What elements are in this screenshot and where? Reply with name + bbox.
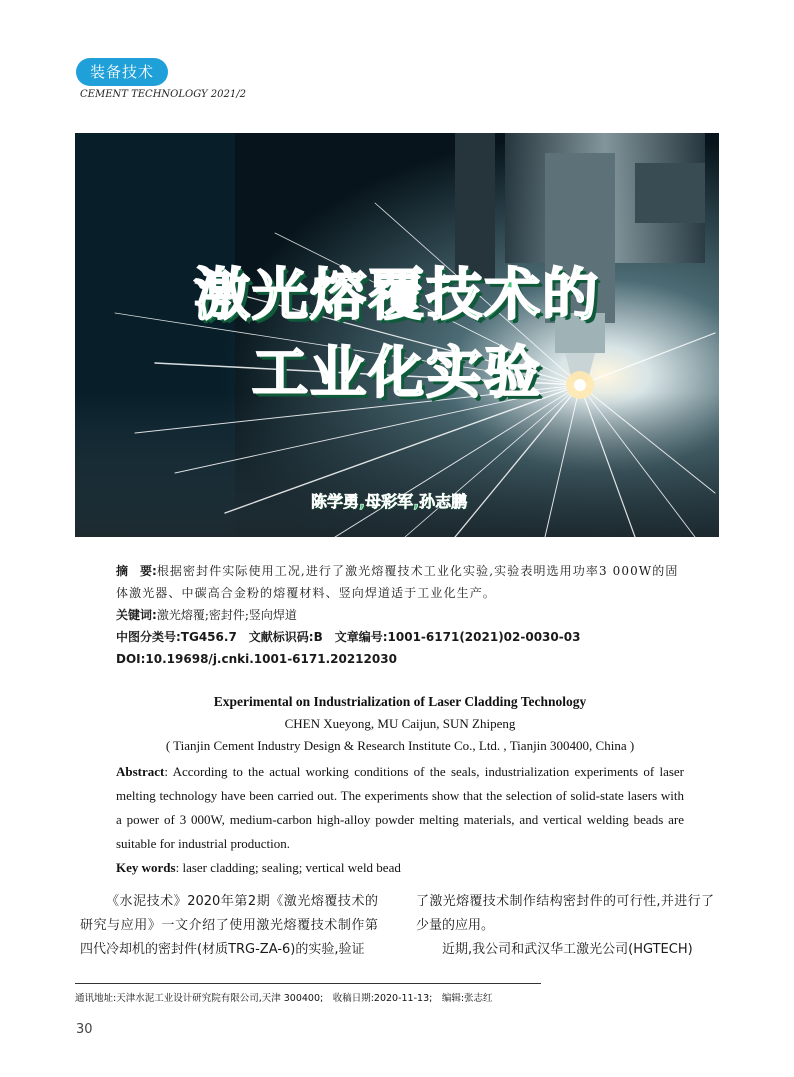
english-keywords	[116, 856, 684, 880]
journal-line: CEMENT TECHNOLOGY 2021/2	[80, 89, 246, 100]
page-number: 30	[76, 1022, 93, 1037]
section-tag: 装备技术	[76, 58, 168, 86]
body-column-right	[416, 890, 714, 962]
body-paragraph: 《水泥技术》2020年第2期《激光熔覆技术的研究与应用》一文介绍了使用激光熔覆技术制作第四代冷却机的密封件(材质TRG-ZA-6)的实验,验证	[80, 894, 378, 957]
english-keywords-label: Key words	[116, 860, 176, 875]
abstract-text: 根据密封件实际使用工况,进行了激光熔覆技术工业化实验,实验表明选用功率3 000W的固体激光器、中碳高合金粉的熔覆材料、竖向焊道适于工业化生产。	[116, 564, 679, 600]
footnote-divider	[75, 983, 541, 984]
body-column-left	[80, 890, 378, 962]
hero-image	[75, 133, 719, 537]
english-authors: CHEN Xueyong, MU Caijun, SUN Zhipeng	[284, 716, 516, 731]
classification-line: 中图分类号:TG456.7 文献标识码:B 文章编号:1001-6171(2021)02-0030-03	[116, 630, 581, 644]
hero-title-line2: 工业化实验	[252, 341, 542, 406]
keywords-cn	[116, 604, 686, 626]
abstract-label: 摘 要:	[116, 564, 157, 578]
english-abstract	[116, 760, 684, 856]
english-affiliation: ( Tianjin Cement Industry Design & Research Institute Co., Ltd. , Tianjin 300400, China )	[165, 738, 635, 753]
doi-line: DOI:10.19698/j.cnki.1001-6171.20212030	[116, 652, 397, 666]
body-paragraph: 了激光熔覆技术制作结构密封件的可行性,并进行了少量的应用。	[416, 894, 714, 933]
english-title: Experimental on Industrialization of Laser Cladding Technology	[213, 694, 587, 709]
keywords-label: 关键词:	[116, 608, 157, 622]
hero-authors: 陈学勇,母彩军,孙志鹏	[311, 492, 468, 511]
body-paragraph: 近期,我公司和武汉华工激光公司(HGTECH)	[442, 942, 693, 957]
abstract-cn	[116, 560, 686, 604]
footnote: 通讯地址:天津水泥工业设计研究院有限公司,天津 300400; 收稿日期:2020-11-13; 编辑:张志红	[75, 993, 493, 1004]
english-keywords-text: : laser cladding; sealing; vertical weld bead	[175, 860, 401, 875]
hero-title-line1: 激光熔覆技术的	[194, 263, 600, 328]
english-abstract-text: : According to the actual working conditions of the seals, industrialization experiments of laser melting technology have been carried out. The experiments show that the selection of solid-state lasers with a power of 3 000W, medium-carbon high-alloy powder melting materials, and vertical welding beads are suitable for industrial production.	[116, 764, 684, 851]
english-abstract-label: Abstract	[116, 764, 165, 779]
keywords-text: 激光熔覆;密封件;竖向焊道	[156, 608, 297, 622]
english-abstract-block	[116, 690, 684, 880]
chinese-abstract-block	[116, 560, 686, 670]
